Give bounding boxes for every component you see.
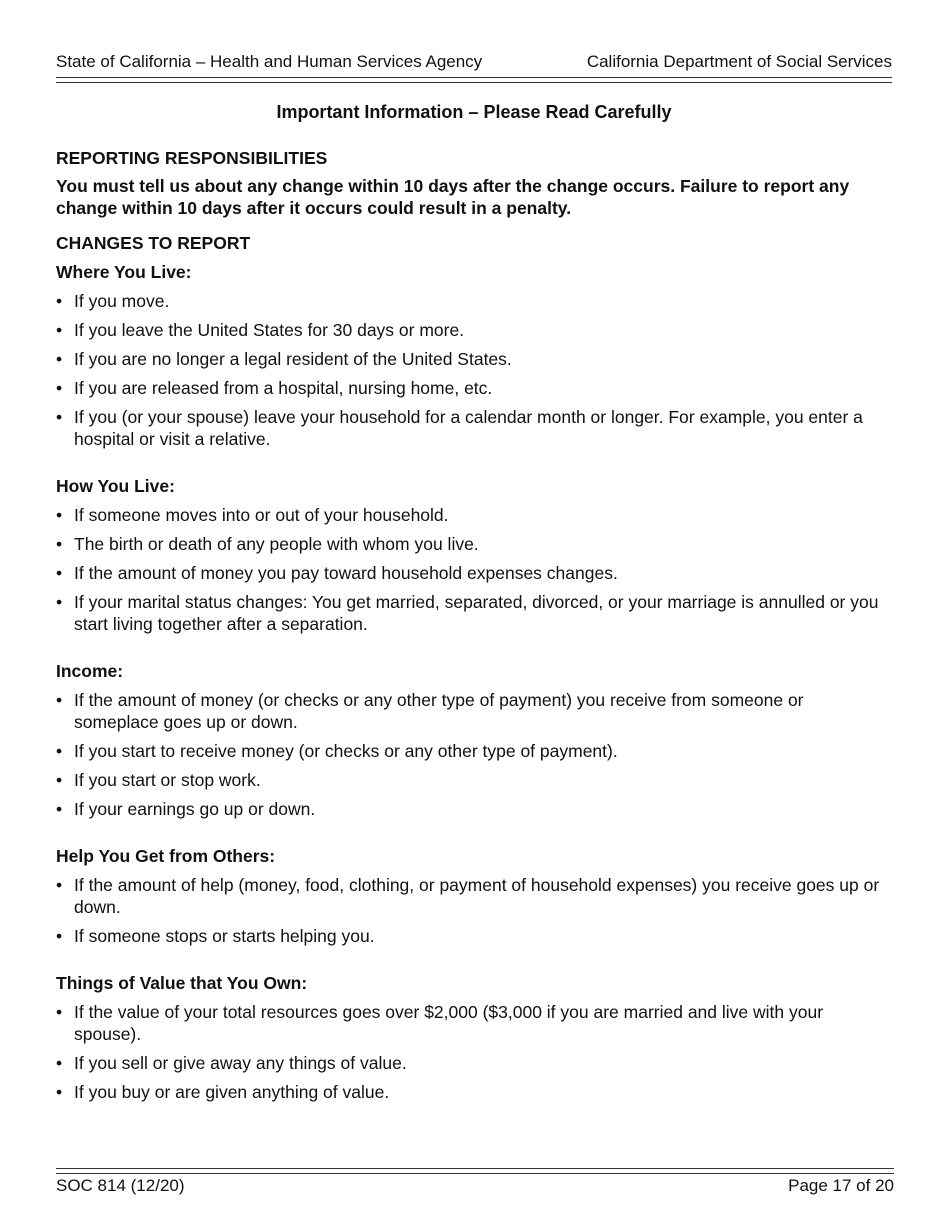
income-list	[56, 689, 892, 820]
where-you-live-list	[56, 290, 892, 450]
list-item: • If the amount of money you pay toward household expenses changes.	[56, 562, 892, 584]
page-number: Page 17 of 20	[788, 1176, 894, 1195]
header-divider	[56, 77, 892, 83]
header-agency: State of California – Health and Human Services Agency	[56, 52, 483, 71]
list-item: • If someone moves into or out of your household.	[56, 504, 892, 526]
header-department: California Department of Social Services	[586, 52, 892, 71]
how-you-live-list	[56, 504, 892, 635]
list-item: • If you move.	[56, 290, 892, 312]
list-item: • The birth or death of any people with whom you live.	[56, 533, 892, 555]
list-item: • If your marital status changes: You get married, separated, divorced, or your marriage is annulled or you start living together after a separation.	[56, 591, 892, 635]
list-item: • If you start to receive money (or checks or any other type of payment).	[56, 740, 892, 762]
form-id: SOC 814 (12/20)	[56, 1176, 185, 1195]
section-heading-how-you-live: How You Live:	[56, 476, 175, 496]
list-item: • If the value of your total resources goes over $2,000 ($3,000 if you are married and live with your spouse).	[56, 1001, 892, 1045]
help-from-others-list	[56, 874, 892, 947]
list-item: • If you start or stop work.	[56, 769, 892, 791]
list-item: • If you leave the United States for 30 days or more.	[56, 319, 892, 341]
list-item: • If you are released from a hospital, nursing home, etc.	[56, 377, 892, 399]
list-item: • If someone stops or starts helping you.	[56, 925, 892, 947]
list-item: • If the amount of money (or checks or any other type of payment) you receive from someone or someplace goes up or down.	[56, 689, 892, 733]
list-item: • If you sell or give away any things of value.	[56, 1052, 892, 1074]
things-of-value-list	[56, 1001, 892, 1103]
list-item: • If you are no longer a legal resident of the United States.	[56, 348, 892, 370]
reporting-heading: REPORTING RESPONSIBILITIES	[56, 148, 328, 168]
section-heading-income: Income:	[56, 661, 124, 681]
reporting-lead: You must tell us about any change within 10 days after the change occurs. Failure to report any change within 10 days after it occurs could result in a penalty.	[56, 176, 850, 218]
list-item: • If you (or your spouse) leave your household for a calendar month or longer. For example, you enter a hospital or visit a relative.	[56, 406, 892, 450]
page-footer	[56, 1174, 894, 1198]
list-item: • If you buy or are given anything of value.	[56, 1081, 892, 1103]
page-title: Important Information – Please Read Carefully	[276, 102, 672, 122]
section-heading-where-you-live: Where You Live:	[56, 262, 192, 282]
section-heading-help-from-others: Help You Get from Others:	[56, 846, 276, 866]
page-header	[56, 50, 892, 76]
list-item: • If the amount of help (money, food, clothing, or payment of household expenses) you receive goes up or down.	[56, 874, 892, 918]
section-heading-things-of-value: Things of Value that You Own:	[56, 973, 308, 993]
list-item: • If your earnings go up or down.	[56, 798, 892, 820]
changes-heading: CHANGES TO REPORT	[56, 233, 251, 253]
page-content	[56, 100, 892, 1110]
